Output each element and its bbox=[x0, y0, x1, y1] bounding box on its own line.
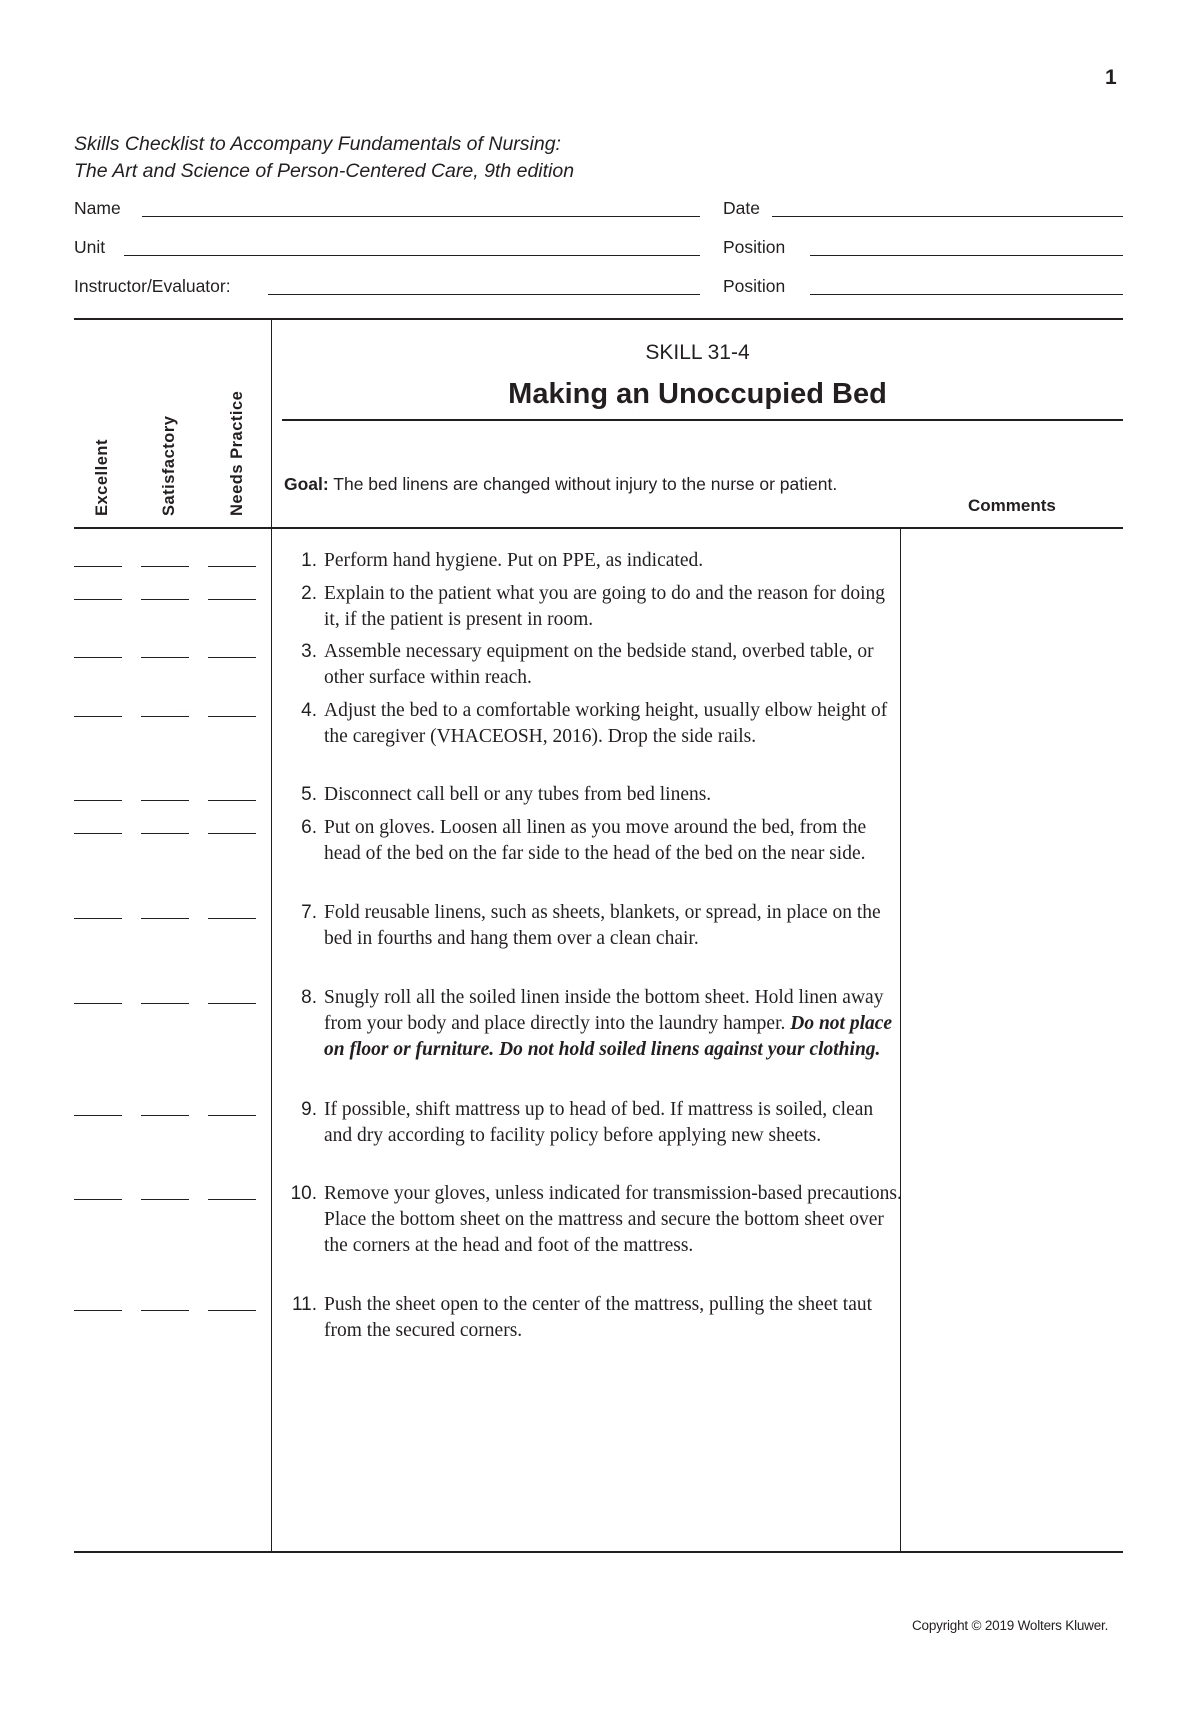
needs-practice-blank[interactable] bbox=[208, 1115, 256, 1116]
step-10 bbox=[284, 1181, 904, 1259]
step-9 bbox=[284, 1097, 904, 1149]
step-4 bbox=[284, 698, 904, 750]
step-8 bbox=[284, 985, 904, 1063]
step-text: Put on gloves. Loosen all linen as you move around the bed, from the head of the bed on the far side to the head of the bed on the near side. bbox=[324, 817, 867, 864]
needs-practice-blank[interactable] bbox=[208, 800, 256, 801]
needs-practice-blank[interactable] bbox=[208, 1199, 256, 1200]
book-title bbox=[74, 131, 574, 185]
date-label: Date bbox=[723, 198, 760, 218]
step-text: Remove your gloves, unless indicated for transmission-based precautions. Place the bottom sheet on the mattress and secure the bottom sheet over the corners at the head and foot of the mattress. bbox=[324, 1183, 902, 1256]
needs-practice-blank[interactable] bbox=[208, 1310, 256, 1311]
comments-column-divider bbox=[900, 528, 901, 1551]
excellent-blank[interactable] bbox=[74, 1199, 122, 1200]
step-text: If possible, shift mattress up to head of bed. If mattress is soiled, clean and dry according to facility policy before applying new sheets. bbox=[324, 1099, 874, 1146]
satisfactory-blank[interactable] bbox=[141, 1003, 189, 1004]
step-number: 4. bbox=[301, 700, 317, 721]
satisfactory-blank[interactable] bbox=[141, 1310, 189, 1311]
step-text: Explain to the patient what you are going to do and the reason for doing it, if the patient is present in room. bbox=[324, 583, 886, 630]
needs-practice-blank[interactable] bbox=[208, 599, 256, 600]
excellent-blank[interactable] bbox=[74, 1115, 122, 1116]
step-text: Adjust the bed to a comfortable working height, usually elbow height of the caregiver (VHACEOSH, 2016). Drop the side rails. bbox=[324, 700, 888, 747]
satisfactory-blank[interactable] bbox=[141, 599, 189, 600]
page-number: 1 bbox=[1105, 66, 1117, 89]
position-2-label: Position bbox=[723, 276, 786, 296]
step-number: 3. bbox=[301, 641, 317, 662]
needs-practice-blank[interactable] bbox=[208, 716, 256, 717]
satisfactory-blank[interactable] bbox=[141, 657, 189, 658]
step-7 bbox=[284, 900, 904, 952]
name-field[interactable] bbox=[142, 216, 700, 217]
step-number: 9. bbox=[301, 1099, 317, 1120]
goal-statement bbox=[284, 473, 894, 495]
excellent-blank[interactable] bbox=[74, 833, 122, 834]
excellent-blank[interactable] bbox=[74, 566, 122, 567]
needs-practice-blank[interactable] bbox=[208, 918, 256, 919]
unit-label: Unit bbox=[74, 237, 106, 257]
step-6 bbox=[284, 815, 904, 867]
step-2 bbox=[284, 581, 904, 633]
goal-text: The bed linens are changed without injury to the nurse or patient. bbox=[328, 474, 838, 494]
excellent-blank[interactable] bbox=[74, 1310, 122, 1311]
satisfactory-blank[interactable] bbox=[141, 1199, 189, 1200]
excellent-blank[interactable] bbox=[74, 599, 122, 600]
needs-practice-blank[interactable] bbox=[208, 833, 256, 834]
needs-practice-header: Needs Practice bbox=[228, 390, 246, 516]
satisfactory-blank[interactable] bbox=[141, 833, 189, 834]
satisfactory-blank[interactable] bbox=[141, 566, 189, 567]
excellent-blank[interactable] bbox=[74, 657, 122, 658]
step-text: Snugly roll all the soiled linen inside the bottom sheet. Hold linen away from your body and place directly into the laundry hamper. Do not place on floor or furniture. Do not hold soiled linens against your clothing. bbox=[324, 987, 893, 1060]
book-title-line-1: Skills Checklist to Accompany Fundamentals of Nursing: bbox=[74, 133, 561, 155]
step-text: Perform hand hygiene. Put on PPE, as indicated. bbox=[324, 550, 704, 571]
step-number: 10. bbox=[290, 1183, 317, 1204]
step-number: 1. bbox=[301, 550, 317, 571]
book-title-line-2: The Art and Science of Person-Centered Care, 9th edition bbox=[74, 160, 575, 182]
rating-column-divider bbox=[271, 319, 272, 1551]
needs-practice-blank[interactable] bbox=[208, 657, 256, 658]
excellent-blank[interactable] bbox=[74, 716, 122, 717]
step-number: 6. bbox=[301, 817, 317, 838]
comments-header: Comments bbox=[968, 496, 1056, 515]
step-text: Push the sheet open to the center of the mattress, pulling the sheet taut from the secured corners. bbox=[324, 1294, 873, 1341]
instructor-field[interactable] bbox=[268, 294, 700, 295]
step-number: 7. bbox=[301, 902, 317, 923]
position-field[interactable] bbox=[810, 255, 1123, 256]
step-text: Assemble necessary equipment on the bedside stand, overbed table, or other surface within reach. bbox=[324, 641, 874, 688]
satisfactory-header: Satisfactory bbox=[160, 415, 178, 516]
satisfactory-blank[interactable] bbox=[141, 800, 189, 801]
date-field[interactable] bbox=[772, 216, 1123, 217]
step-5 bbox=[284, 782, 904, 808]
excellent-blank[interactable] bbox=[74, 1003, 122, 1004]
copyright-notice: Copyright © 2019 Wolters Kluwer. bbox=[912, 1618, 1109, 1633]
excellent-blank[interactable] bbox=[74, 800, 122, 801]
position-2-field[interactable] bbox=[810, 294, 1123, 295]
step-1 bbox=[284, 548, 904, 574]
goal-label: Goal: bbox=[284, 474, 329, 494]
satisfactory-blank[interactable] bbox=[141, 716, 189, 717]
title-rule bbox=[282, 419, 1123, 421]
name-label: Name bbox=[74, 198, 121, 218]
satisfactory-blank[interactable] bbox=[141, 918, 189, 919]
step-number: 11. bbox=[291, 1294, 317, 1315]
comments-area[interactable] bbox=[902, 529, 1123, 1550]
table-top-rule bbox=[74, 318, 1123, 320]
table-bottom-rule bbox=[74, 1551, 1123, 1553]
step-11 bbox=[284, 1292, 904, 1344]
step-text: Disconnect call bell or any tubes from bed linens. bbox=[324, 784, 712, 805]
satisfactory-blank[interactable] bbox=[141, 1115, 189, 1116]
skill-title: Making an Unoccupied Bed bbox=[508, 378, 887, 410]
unit-field[interactable] bbox=[124, 255, 700, 256]
needs-practice-blank[interactable] bbox=[208, 566, 256, 567]
needs-practice-blank[interactable] bbox=[208, 1003, 256, 1004]
excellent-blank[interactable] bbox=[74, 918, 122, 919]
excellent-header: Excellent bbox=[93, 439, 111, 516]
position-label: Position bbox=[723, 237, 786, 257]
skill-number: SKILL 31-4 bbox=[645, 341, 750, 364]
instructor-label: Instructor/Evaluator: bbox=[74, 276, 231, 296]
step-3 bbox=[284, 639, 904, 691]
step-text: Fold reusable linens, such as sheets, blankets, or spread, in place on the bed in fourths and hang them over a clean chair. bbox=[324, 902, 881, 949]
step-number: 8. bbox=[301, 987, 317, 1008]
step-number: 5. bbox=[301, 784, 317, 805]
step-number: 2. bbox=[301, 583, 317, 604]
